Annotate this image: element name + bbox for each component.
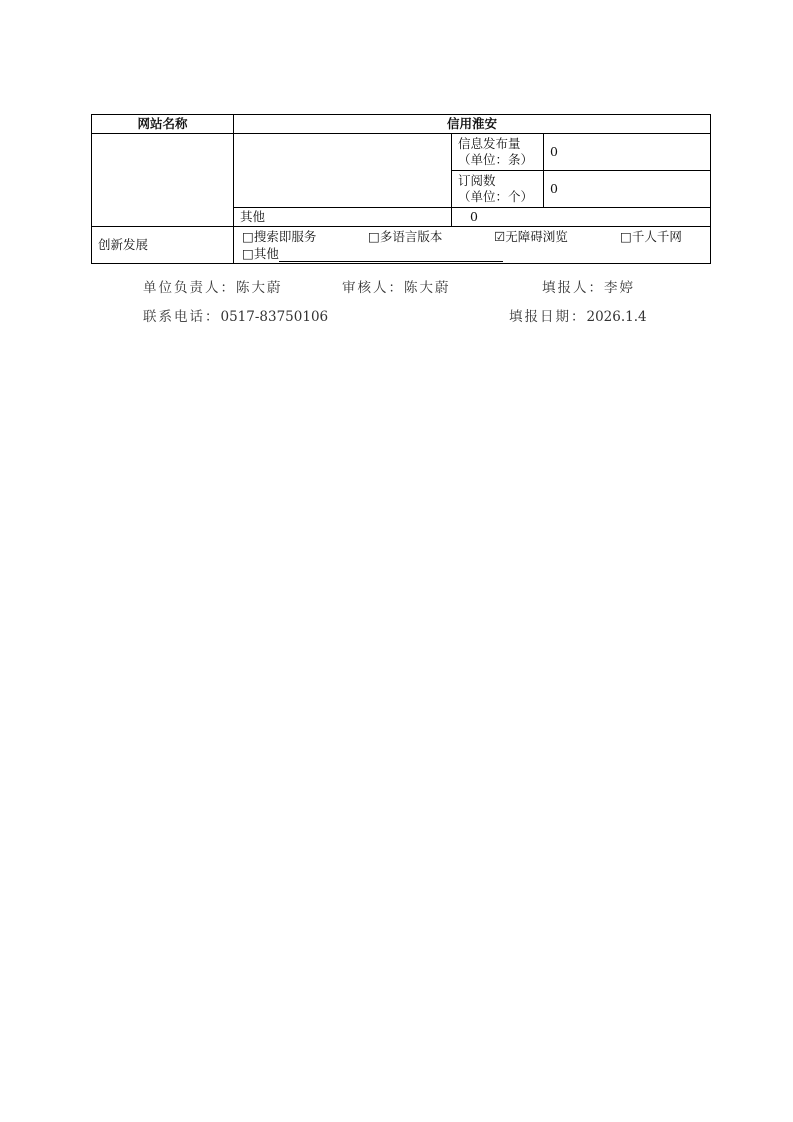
checkbox-icon[interactable]: □ [242,229,254,244]
option-accessibility[interactable] [494,229,568,245]
checkbox-icon[interactable]: □ [242,246,254,261]
date-value: 2026.1.4 [586,309,647,325]
responsible-name: 陈大蔚 [236,280,283,296]
other-value: 0 [452,208,711,227]
blank-subcategory-cell [234,134,452,208]
blank-category-cell [92,134,234,227]
reviewer-label: 审核人： [342,280,404,296]
subscribe-label-line-1: 订阅数 [458,173,496,188]
filler [542,276,635,296]
option-label: 搜索即服务 [253,229,317,244]
filler-label: 填报人： [542,280,604,296]
option-search-service[interactable] [242,229,316,245]
innovation-row [92,227,711,264]
reviewer [342,276,451,296]
option-label: 其他 [253,246,279,261]
subscribe-count-label [452,171,544,208]
checkbox-icon[interactable]: □ [620,229,632,244]
filler-name: 李婷 [604,280,635,296]
option-label: 无障碍浏览 [505,229,568,244]
responsible-person [143,276,283,296]
publish-label-line-1: 信息发布量 [458,136,521,151]
innovation-options [234,227,711,264]
publish-count-value: 0 [544,134,711,171]
site-name-label: 网站名称 [92,115,234,134]
subscribe-label-line-2: （单位：个） [458,189,534,204]
checkbox-icon[interactable]: □ [368,229,380,244]
publish-count-label [452,134,544,171]
option-other[interactable] [242,246,503,262]
publish-row [92,134,711,171]
site-name-value: 信用淮安 [234,115,711,134]
other-label: 其他 [234,208,452,227]
contact-phone [143,305,328,325]
other-fill-line[interactable] [279,247,503,262]
option-personalized[interactable] [620,229,682,245]
subscribe-count-value: 0 [544,171,711,208]
option-multilingual[interactable] [368,229,442,245]
table-header-row [92,115,711,134]
phone-value: 0517-83750106 [220,309,329,325]
reviewer-name: 陈大蔚 [404,280,451,296]
innovation-label: 创新发展 [92,227,234,264]
date-label: 填报日期： [509,309,587,325]
report-table [91,114,711,264]
checked-checkbox-icon[interactable]: ☑ [494,229,506,244]
publish-label-line-2: （单位：条） [458,152,534,167]
phone-label: 联系电话： [143,309,221,325]
option-label: 多语言版本 [379,229,443,244]
fill-date [509,305,647,325]
responsible-label: 单位负责人： [143,280,236,296]
option-label: 千人千网 [631,229,682,244]
